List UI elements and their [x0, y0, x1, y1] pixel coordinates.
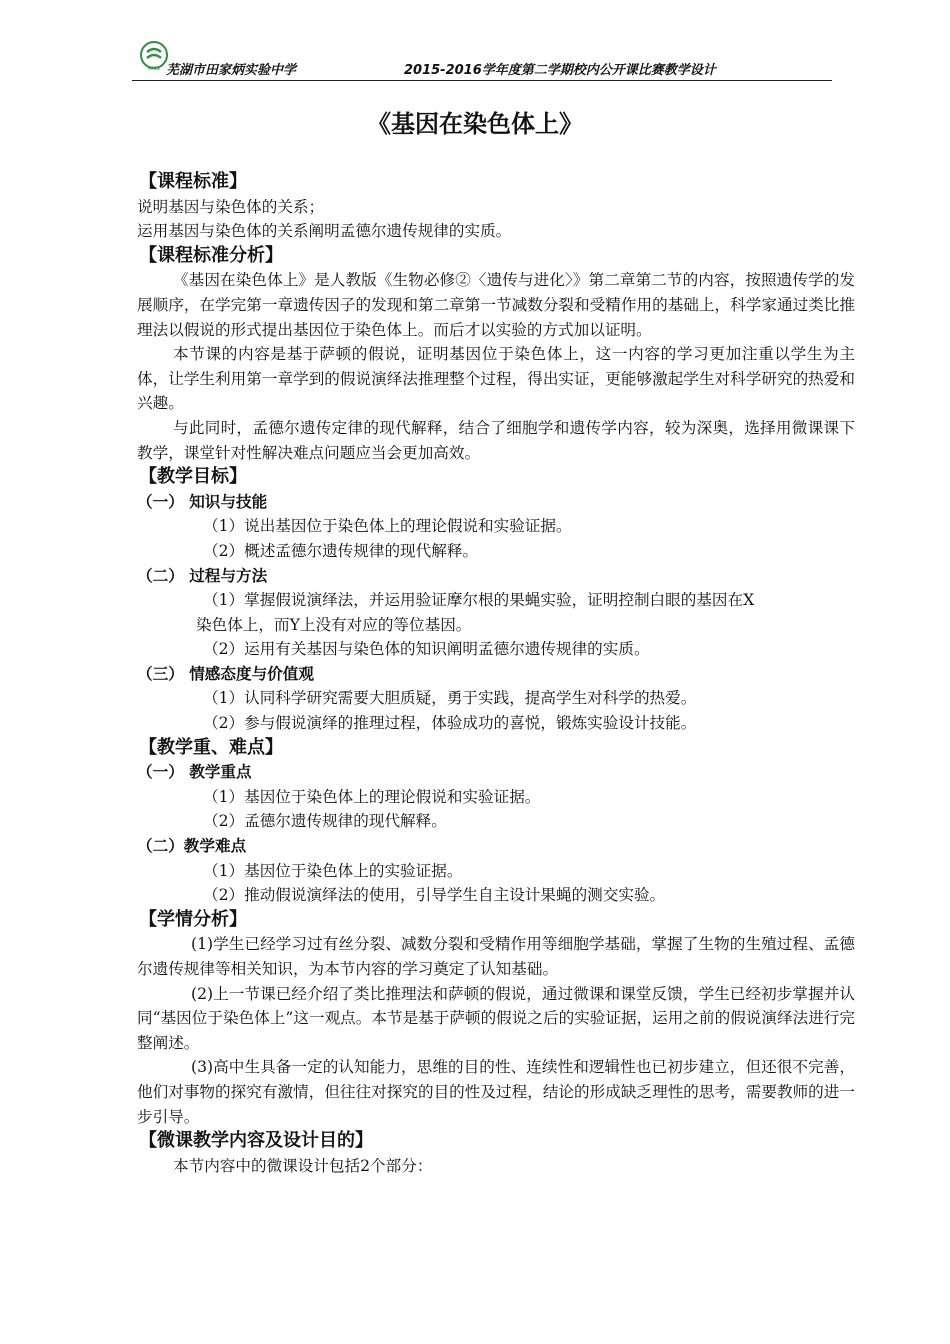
- heading-course-standard: 【课程标准】: [139, 171, 247, 192]
- analysis-paragraph-1: 《基因在染色体上》是人教版《生物必修②〈遗传与进化〉》第二章第二节的内容，按照遗传学的发展顺序，在学完第一章遗传因子的发现和第二章第一节减数分裂和受精作用的基础上，科学家通过类比推理法以假说的形式提出基因位于染色体上。而后才以实验的方式加以证明。: [137, 271, 855, 339]
- goals-knowledge-title: （一） 知识与技能: [137, 492, 268, 511]
- heading-student-analysis: 【学情分析】: [139, 908, 247, 930]
- key-points-item-2: （2）孟德尔遗传规律的现代解释。: [203, 812, 447, 831]
- difficult-points-item-1: （1）基因位于染色体上的实验证据。: [203, 861, 463, 880]
- key-points-item-1: （1）基因位于染色体上的理论假说和实验证据。: [203, 787, 541, 806]
- student-paragraph-3: (3)高中生具备一定的认知能力，思维的目的性、连续性和逻辑性也已初步建立，但还很不完善，他们对事物的探究有激情，但往往对探究的目的性及过程，结论的形成缺乏理性的思考，需要教师的进一步引导。: [137, 1058, 855, 1126]
- student-paragraph-1: (1)学生已经学习过有丝分裂、减数分裂和受精作用等细胞学基础，掌握了生物的生殖过程、孟德尔遗传规律等相关知识，为本节内容的学习奠定了认知基础。: [137, 935, 855, 978]
- heading-key-points: 【教学重、难点】: [139, 736, 283, 758]
- goals-process-item-2: （2）运用有关基因与染色体的知识阐明孟德尔遗传规律的实质。: [203, 640, 650, 659]
- difficult-points-item-2: （2）推动假说演绎法的使用，引导学生自主设计果蝇的测交实验。: [203, 886, 666, 905]
- page-header: [132, 40, 832, 81]
- difficult-points-title: （二）教学难点: [137, 837, 247, 856]
- standard-line-1: 说明基因与染色体的关系；: [137, 197, 325, 216]
- goals-emotion-title: （三） 情感态度与价值观: [137, 664, 314, 683]
- goals-emotion-item-1: （1）认同科学研究需要大胆质疑，勇于实践，提高学生对科学的热爱。: [203, 689, 697, 708]
- goals-knowledge-item-2: （2）概述孟德尔遗传规律的现代解释。: [203, 541, 479, 560]
- goals-process-item-1b: 染色体上，而Y上没有对应的等位基因。: [196, 615, 472, 634]
- analysis-paragraph-3: 与此同时，孟德尔遗传定律的现代解释，结合了细胞学和遗传学内容，较为深奥，选择用微课课下教学，课堂针对性解决难点问题应当会更加高效。: [137, 418, 855, 462]
- goals-knowledge-item-1: （1）说出基因位于染色体上的理论假说和实验证据。: [203, 517, 572, 536]
- heading-microcourse: 【微课教学内容及设计目的】: [139, 1130, 373, 1152]
- standard-line-2: 运用基因与染色体的关系阐明孟德尔遗传规律的实质。: [137, 222, 512, 241]
- document-body: [137, 170, 855, 1178]
- analysis-paragraph-2: 本节课的内容是基于萨顿的假说，证明基因位于染色体上，这一内容的学习更加注重以学生为主体，让学生利用第一章学到的假说演绎法推理整个过程，得出实证，更能够激起学生对科学研究的热爱和兴趣。: [137, 345, 855, 413]
- school-name: 芜湖市田家炳实验中学: [166, 63, 297, 78]
- term-title: 2015-2016学年度第二学期校内公开课比赛教学设计: [404, 63, 716, 78]
- goals-process-item-1a: （1）掌握假说演绎法，并运用验证摩尔根的果蝇实验，证明控制白眼的基因在X: [203, 591, 755, 610]
- microcourse-paragraph: 本节内容中的微课设计包括2个部分：: [173, 1156, 433, 1175]
- goals-process-title: （二） 过程与方法: [137, 566, 268, 585]
- heading-standard-analysis: 【课程标准分析】: [139, 244, 283, 266]
- logo-text: MEIBE: [147, 66, 161, 71]
- document-title: 《基因在染色体上》: [367, 110, 583, 138]
- goals-emotion-item-2: （2）参与假说演绎的推理过程，体验成功的喜悦，锻炼实验设计技能。: [203, 714, 697, 733]
- student-paragraph-2: (2)上一节课已经介绍了类比推理法和萨顿的假说，通过微课和课堂反馈，学生已经初步掌握并认同“基因位于染色体上”这一观点。本节是基于萨顿的假说之后的实验证据，运用之前的假说演绎法进行完整阐述。: [137, 984, 855, 1052]
- key-points-title: （一） 教学重点: [137, 763, 252, 782]
- heading-teaching-goals: 【教学目标】: [139, 466, 247, 488]
